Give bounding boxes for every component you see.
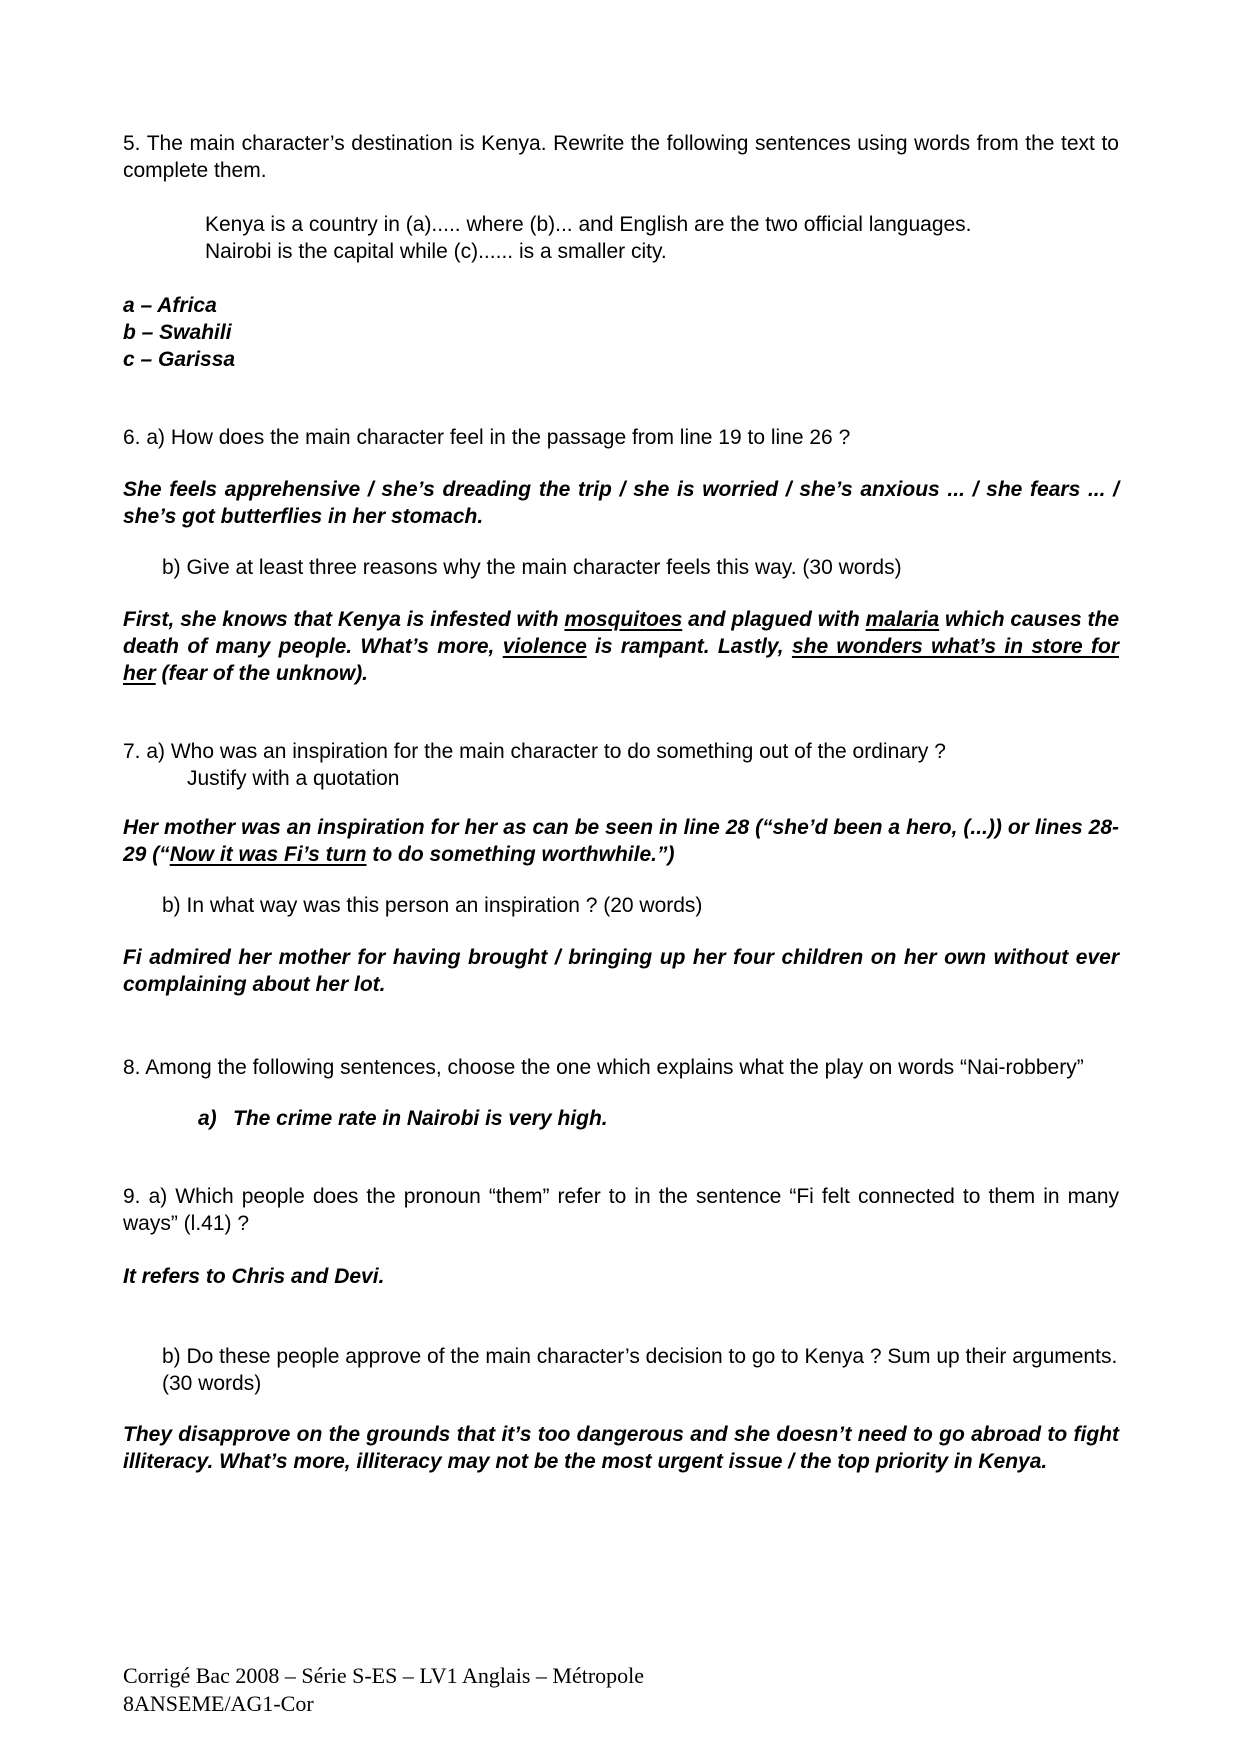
answer-6b-part-2: and plagued with <box>682 608 866 631</box>
answer-9a-text: It refers to Chris and Devi. <box>123 1265 385 1288</box>
question-6b-text: b) Give at least three reasons why the main character feels this way. (30 words) <box>162 556 902 579</box>
answer-7a-part-1: Her mother was an inspiration for her as can be seen in line 28 (“she’d been a hero, (...)) or lines 28-29 (“ <box>123 816 1119 866</box>
answer-9b-text: They disapprove on the grounds that it’s too dangerous and she doesn’t need to go abroad to fight illiteracy. What’s more, illiteracy may not be the most urgent issue / the top priority in Kenya. <box>123 1423 1119 1473</box>
answer-8-text: The crime rate in Nairobi is very high. <box>233 1107 608 1130</box>
question-9a-text: 9. a) Which people does the pronoun “them” refer to in the sentence “Fi felt connected to them in many ways” (l.41) ? <box>123 1185 1119 1235</box>
answer-6b-part-4: is rampant. Lastly, <box>586 635 792 658</box>
gapped-sentence-1: Kenya is a country in (a)..... where (b)... and English are the two official languages. <box>205 213 972 236</box>
underlined-mosquitoes: mosquitoes <box>564 608 683 631</box>
answer-7a-part-2: to do something worthwhile.”) <box>366 843 675 866</box>
footer-reference-code: 8ANSEME/AG1-Cor <box>123 1691 314 1716</box>
answer-7b-text: Fi admired her mother for having brought / bringing up her four children on her own without ever complaining about her lot. <box>123 946 1119 996</box>
q5-gapped-sentences <box>205 211 1119 265</box>
underlined-she-wonders: she wonders what’s in store for her <box>123 635 1119 685</box>
underlined-malaria: malaria <box>865 608 940 631</box>
answer-6b-text <box>123 606 1119 687</box>
underlined-quotation: Now it was Fi’s turn <box>169 843 367 866</box>
gapped-sentence-2: Nairobi is the capital while (c)...... is a smaller city. <box>205 240 667 263</box>
q5-answer-c: c – Garissa <box>123 348 236 371</box>
question-5-text: 5. The main character’s destination is Kenya. Rewrite the following sentences using words from the text to complete them. <box>123 132 1119 182</box>
q5-answer-a: a – Africa <box>123 294 217 317</box>
underlined-violence: violence <box>502 635 587 658</box>
question-8-text: 8. Among the following sentences, choose the one which explains what the play on words “Nai-robbery” <box>123 1056 1084 1079</box>
question-6a-text: 6. a) How does the main character feel in the passage from line 19 to line 26 ? <box>123 426 851 449</box>
answer-6b-part-5: (fear of the unknow). <box>155 662 369 685</box>
question-9b-text: b) Do these people approve of the main character’s decision to go to Kenya ? Sum up their arguments. (30 words) <box>162 1345 1118 1395</box>
question-7a-line1: 7. a) Who was an inspiration for the main character to do something out of the ordinary ? <box>123 740 946 763</box>
answer-key-content <box>123 130 1119 1475</box>
answer-8-line <box>198 1105 1119 1132</box>
answer-6b-part-1: First, she knows that Kenya is infested with <box>123 608 565 631</box>
answer-6a-text: She feels apprehensive / she’s dreading the trip / she is worried / she’s anxious ... / she fears ... / she’s got butterflies in her stomach. <box>123 478 1119 528</box>
footer-exam-title: Corrigé Bac 2008 – Série S-ES – LV1 Anglais – Métropole <box>123 1663 645 1688</box>
answer-7a-text <box>123 814 1119 868</box>
q5-answer-b: b – Swahili <box>123 321 232 344</box>
answer-6b-part-3: which causes the death of many people. What’s more, <box>123 608 1120 658</box>
answer-8-label: a) <box>198 1107 217 1130</box>
page-footer <box>123 1662 644 1718</box>
q5-answer-list <box>123 292 1119 373</box>
question-7a-text <box>123 738 1119 792</box>
question-7b-text: b) In what way was this person an inspiration ? (20 words) <box>162 894 703 917</box>
question-7a-line2: Justify with a quotation <box>187 767 400 790</box>
